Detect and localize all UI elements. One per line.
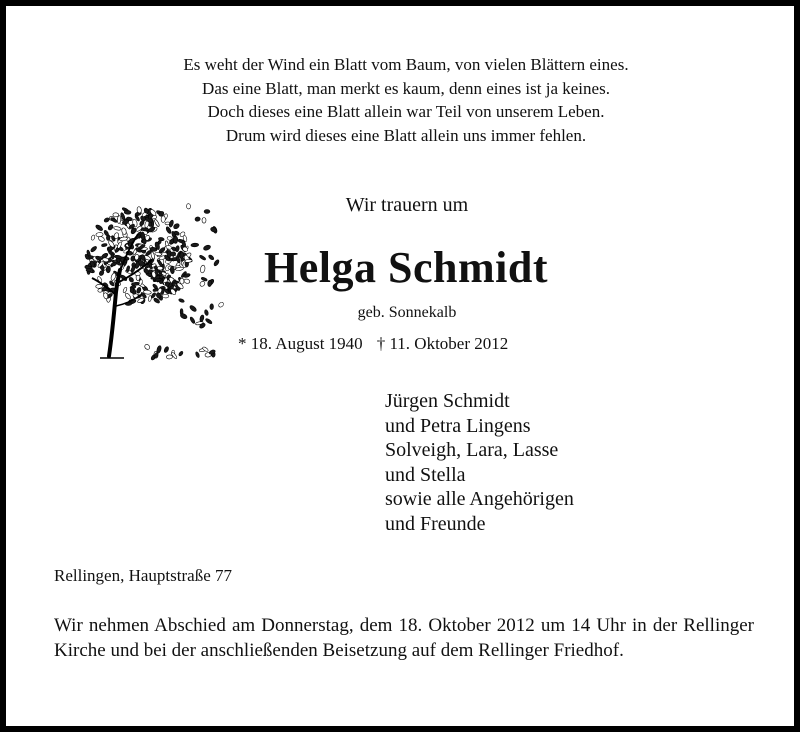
- farewell-text: Wir nehmen Abschied am Donnerstag, dem 18. Oktober 2012 um 14 Uhr in der Rellinger Kirche und bei der anschließenden Beisetzung auf dem Rellinger Friedhof.: [54, 615, 754, 661]
- life-dates: [238, 334, 578, 354]
- deceased-name: Helga Schmidt: [264, 243, 548, 292]
- poem-line: Doch dieses eine Blatt allein war Teil von unserem Leben.: [207, 102, 605, 121]
- mourning-line: Wir trauern um: [345, 194, 469, 216]
- family-line: und Petra Lingens: [385, 414, 531, 437]
- death-date: † 11. Oktober 2012: [376, 334, 509, 353]
- family-line: sowie alle Angehörigen: [385, 488, 574, 510]
- family-line: und Freunde: [385, 512, 486, 535]
- poem: [6, 53, 800, 147]
- birth-name: geb. Sonnekalb: [357, 304, 457, 321]
- family-line: Solveigh, Lara, Lasse: [385, 439, 559, 461]
- address: Rellingen, Hauptstraße 77: [54, 566, 232, 585]
- tree-in-wind-icon: [76, 196, 226, 361]
- poem-line: Das eine Blatt, man merkt es kaum, denn eines ist ja keines.: [202, 78, 610, 98]
- poem-line: Es weht der Wind ein Blatt vom Baum, von vielen Blättern eines.: [183, 55, 629, 74]
- family-list: [385, 389, 574, 536]
- family-line: und Stella: [385, 463, 466, 486]
- family-line: Jürgen Schmidt: [385, 390, 510, 412]
- poem-line: Drum wird dieses eine Blatt allein uns immer fehlen.: [225, 125, 587, 145]
- birth-date: * 18. August 1940: [238, 334, 363, 353]
